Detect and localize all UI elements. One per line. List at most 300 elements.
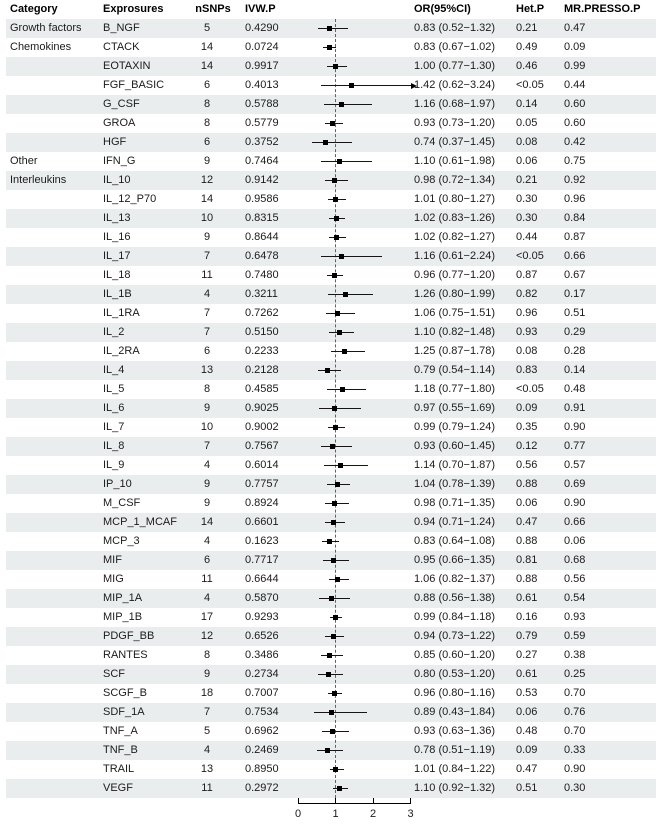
cell-nsnps: 7 [203,250,211,262]
header-ivw-p: IVW.P [245,3,276,15]
cell-nsnps: 17 [200,611,214,623]
cell-nsnps: 12 [200,630,214,642]
table-row-FGF_BASIC [0,76,656,95]
table-row-IL_4 [0,361,656,380]
cell-exposure: IL_18 [103,269,131,281]
cell-exposure: MIF [103,554,122,566]
cell-ivw-p: 0.7534 [245,706,279,718]
table-row-IL_1RA [0,304,656,323]
cell-ivw-p: 0.1623 [245,535,279,547]
cell-het-p: 0.06 [516,155,538,167]
cell-exposure: IL_2 [103,326,125,338]
table-row-MCP_1_MCAF [0,513,656,532]
cell-mr-presso-p: 0.48 [564,383,586,395]
cell-mr-presso-p: 0.93 [564,611,586,623]
cell-nsnps: 13 [200,364,214,376]
cell-exposure: IL_13 [103,212,131,224]
cell-category: Chemokines [10,41,72,53]
table-row-IL_1B [0,285,656,304]
cell-het-p: 0.82 [516,288,538,300]
cell-het-p: 0.53 [516,687,538,699]
cell-het-p: 0.30 [516,193,538,205]
cell-nsnps: 10 [200,421,214,433]
cell-nsnps: 8 [203,117,211,129]
cell-mr-presso-p: 0.66 [564,516,586,528]
cell-nsnps: 14 [200,193,214,205]
cell-or-95ci: 1.04 (0.78−1.39) [414,478,496,490]
cell-mr-presso-p: 0.96 [564,193,586,205]
table-row-IL_13 [0,209,656,228]
table-row-M_CSF [0,494,656,513]
cell-or-95ci: 1.01 (0.80−1.27) [414,193,496,205]
cell-ivw-p: 0.6014 [245,459,279,471]
cell-ivw-p: 0.7567 [245,440,279,452]
table-row-IL_2 [0,323,656,342]
cell-ivw-p: 0.6962 [245,725,279,737]
cell-exposure: IP_10 [103,478,132,490]
cell-exposure: GROA [103,117,136,129]
cell-nsnps: 4 [203,535,211,547]
cell-or-95ci: 1.25 (0.87−1.78) [414,345,496,357]
cell-ivw-p: 0.4585 [245,383,279,395]
cell-mr-presso-p: 0.90 [564,421,586,433]
cell-het-p: <0.05 [516,383,544,395]
cell-het-p: <0.05 [516,250,544,262]
cell-exposure: MIG [103,573,124,585]
cell-exposure: MIP_1A [103,592,143,604]
table-row-IL_17 [0,247,656,266]
cell-mr-presso-p: 0.30 [564,782,586,794]
cell-or-95ci: 1.06 (0.82−1.37) [414,573,496,585]
cell-or-95ci: 0.99 (0.84−1.18) [414,611,496,623]
cell-mr-presso-p: 0.59 [564,630,586,642]
cell-exposure: IL_12_P70 [103,193,157,205]
table-row-CTACK [0,38,656,57]
cell-mr-presso-p: 0.33 [564,744,586,756]
cell-het-p: 0.48 [516,725,538,737]
cell-mr-presso-p: 0.29 [564,326,586,338]
cell-exposure: IL_2RA [103,345,140,357]
table-row-IP_10 [0,475,656,494]
table-row-HGF [0,133,656,152]
cell-mr-presso-p: 0.47 [564,22,586,34]
cell-ivw-p: 0.9025 [245,402,279,414]
table-row-IL_7 [0,418,656,437]
cell-het-p: 0.27 [516,649,538,661]
cell-ivw-p: 0.8644 [245,231,279,243]
cell-or-95ci: 0.83 (0.64−1.08) [414,535,496,547]
cell-mr-presso-p: 0.28 [564,345,586,357]
table-row-IL_6 [0,399,656,418]
cell-or-95ci: 0.93 (0.60−1.45) [414,440,496,452]
cell-het-p: 0.81 [516,554,538,566]
cell-exposure: MCP_3 [103,535,140,547]
table-row-EOTAXIN [0,57,656,76]
cell-or-95ci: 1.16 (0.61−2.24) [414,250,496,262]
cell-exposure: G_CSF [103,98,140,110]
cell-nsnps: 7 [203,440,211,452]
cell-mr-presso-p: 0.54 [564,592,586,604]
cell-or-95ci: 1.10 (0.82−1.48) [414,326,496,338]
cell-ivw-p: 0.2972 [245,782,279,794]
cell-mr-presso-p: 0.68 [564,554,586,566]
cell-exposure: IL_10 [103,174,131,186]
cell-exposure: IL_9 [103,459,125,471]
table-row-SDF_1A [0,703,656,722]
cell-mr-presso-p: 0.99 [564,60,586,72]
cell-het-p: 0.88 [516,573,538,585]
cell-exposure: IL_16 [103,231,131,243]
table-row-SCF [0,665,656,684]
cell-or-95ci: 1.02 (0.83−1.26) [414,212,496,224]
x-axis-tick-label-1: 1 [332,808,339,820]
cell-mr-presso-p: 0.76 [564,706,586,718]
cell-or-95ci: 0.93 (0.73−1.20) [414,117,496,129]
cell-nsnps: 6 [203,345,211,357]
table-row-IL_18 [0,266,656,285]
cell-exposure: IL_4 [103,364,125,376]
cell-exposure: SCGF_B [103,687,148,699]
cell-or-95ci: 1.06 (0.75−1.51) [414,307,496,319]
cell-nsnps: 11 [201,573,213,585]
cell-or-95ci: 0.79 (0.54−1.14) [414,364,496,376]
cell-exposure: TNF_A [103,725,138,737]
cell-nsnps: 7 [203,326,211,338]
cell-mr-presso-p: 0.90 [564,763,586,775]
x-axis-tick-2 [373,798,374,803]
cell-or-95ci: 0.85 (0.60−1.20) [414,649,496,661]
cell-nsnps: 6 [203,79,211,91]
cell-nsnps: 4 [203,459,211,471]
table-row-B_NGF [0,19,656,38]
cell-nsnps: 9 [203,402,211,414]
cell-het-p: 0.08 [516,136,538,148]
table-row-IL_9 [0,456,656,475]
cell-ivw-p: 0.4290 [245,22,279,34]
x-axis-tick-label-0: 0 [294,808,302,820]
cell-nsnps: 8 [203,98,211,110]
cell-mr-presso-p: 0.60 [564,117,586,129]
cell-exposure: B_NGF [103,22,140,34]
table-row-GROA [0,114,656,133]
cell-het-p: 0.05 [516,117,538,129]
cell-mr-presso-p: 0.06 [564,535,586,547]
cell-ivw-p: 0.3752 [245,136,279,148]
cell-mr-presso-p: 0.17 [564,288,586,300]
cell-mr-presso-p: 0.66 [564,250,586,262]
cell-ivw-p: 0.3211 [245,288,278,300]
cell-exposure: CTACK [103,41,140,53]
cell-or-95ci: 0.74 (0.37−1.45) [414,136,496,148]
cell-or-95ci: 0.96 (0.80−1.16) [414,687,496,699]
cell-mr-presso-p: 0.75 [564,155,586,167]
cell-exposure: IL_5 [103,383,125,395]
cell-het-p: 0.87 [516,269,538,281]
table-row-MIP_1A [0,589,656,608]
cell-exposure: IL_1B [103,288,132,300]
cell-het-p: 0.46 [516,60,538,72]
cell-het-p: 0.35 [516,421,538,433]
cell-mr-presso-p: 0.38 [564,649,586,661]
cell-mr-presso-p: 0.57 [564,459,586,471]
cell-nsnps: 7 [203,706,211,718]
cell-nsnps: 8 [203,649,211,661]
cell-or-95ci: 1.01 (0.84−1.22) [414,763,496,775]
cell-het-p: 0.44 [516,231,538,243]
cell-ivw-p: 0.8315 [245,212,279,224]
table-row-MIF [0,551,656,570]
cell-or-95ci: 0.80 (0.53−1.20) [414,668,496,680]
cell-mr-presso-p: 0.92 [564,174,586,186]
cell-nsnps: 14 [200,60,214,72]
cell-or-95ci: 0.93 (0.63−1.36) [414,725,496,737]
cell-nsnps: 9 [203,668,211,680]
cell-or-95ci: 0.88 (0.56−1.38) [414,592,496,604]
cell-or-95ci: 1.42 (0.62−3.24) [414,79,496,91]
cell-nsnps: 12 [200,174,214,186]
cell-het-p: 0.49 [516,41,538,53]
cell-ivw-p: 0.2128 [245,364,279,376]
cell-or-95ci: 0.83 (0.52−1.32) [414,22,496,34]
table-row-RANTES [0,646,656,665]
cell-het-p: 0.83 [516,364,538,376]
table-row-IFN_G [0,152,656,171]
cell-mr-presso-p: 0.44 [564,79,586,91]
cell-ivw-p: 0.7007 [245,687,279,699]
cell-nsnps: 5 [203,725,211,737]
cell-ivw-p: 0.9002 [245,421,279,433]
cell-nsnps: 5 [203,22,211,34]
cell-exposure: TNF_B [103,744,138,756]
cell-nsnps: 14 [200,516,214,528]
cell-nsnps: 9 [203,497,211,509]
cell-nsnps: 18 [200,687,214,699]
cell-het-p: 0.51 [516,782,538,794]
cell-or-95ci: 0.89 (0.43−1.84) [414,706,496,718]
cell-exposure: IL_6 [103,402,125,414]
cell-het-p: 0.88 [516,535,538,547]
cell-or-95ci: 1.10 (0.92−1.32) [414,782,496,794]
cell-exposure: TRAIL [103,763,135,775]
cell-het-p: 0.88 [516,478,538,490]
cell-het-p: 0.61 [516,592,538,604]
cell-mr-presso-p: 0.56 [564,573,586,585]
cell-category: Growth factors [10,22,82,34]
cell-exposure: SCF [103,668,125,680]
cell-or-95ci: 0.98 (0.72−1.34) [414,174,496,186]
table-row-IL_10 [0,171,656,190]
cell-ivw-p: 0.2233 [245,345,279,357]
cell-or-95ci: 1.10 (0.61−1.98) [414,155,496,167]
cell-het-p: 0.21 [516,174,538,186]
table-row-TNF_A [0,722,656,741]
x-axis-tick-1 [335,798,336,803]
table-row-G_CSF [0,95,656,114]
cell-het-p: 0.21 [516,22,538,34]
cell-mr-presso-p: 0.77 [564,440,586,452]
cell-exposure: MIP_1B [103,611,143,623]
cell-ivw-p: 0.4013 [245,79,279,91]
cell-nsnps: 8 [203,383,211,395]
cell-or-95ci: 0.97 (0.55−1.69) [414,402,496,414]
cell-nsnps: 14 [200,41,214,53]
cell-category: Other [10,155,38,167]
cell-het-p: 0.47 [516,763,538,775]
cell-nsnps: 9 [203,231,211,243]
table-row-VEGF [0,779,656,798]
cell-exposure: VEGF [103,782,133,794]
cell-nsnps: 13 [200,763,214,775]
table-row-TNF_B [0,741,656,760]
cell-exposure: IL_7 [103,421,125,433]
cell-exposure: M_CSF [103,497,141,509]
cell-exposure: HGF [103,136,127,148]
cell-ivw-p: 0.9917 [245,60,279,72]
cell-mr-presso-p: 0.60 [564,98,586,110]
cell-ivw-p: 0.7464 [245,155,279,167]
cell-or-95ci: 1.18 (0.77−1.80) [414,383,496,395]
cell-exposure: EOTAXIN [103,60,151,72]
cell-het-p: 0.96 [516,307,538,319]
cell-mr-presso-p: 0.51 [564,307,586,319]
cell-het-p: 0.93 [516,326,538,338]
cell-het-p: 0.47 [516,516,538,528]
cell-mr-presso-p: 0.87 [564,231,586,243]
cell-mr-presso-p: 0.25 [564,668,586,680]
table-row-SCGF_B [0,684,656,703]
cell-het-p: 0.16 [516,611,538,623]
x-axis-tick-label-2: 2 [369,808,377,820]
cell-exposure: MCP_1_MCAF [103,516,177,528]
cell-ivw-p: 0.6526 [245,630,279,642]
cell-nsnps: 6 [203,554,211,566]
cell-ivw-p: 0.7757 [245,478,279,490]
cell-nsnps: 4 [203,592,211,604]
table-header-row [0,0,656,19]
cell-nsnps: 7 [203,307,211,319]
cell-het-p: 0.06 [516,706,538,718]
cell-ivw-p: 0.7480 [245,269,279,281]
cell-nsnps: 10 [200,212,214,224]
cell-mr-presso-p: 0.91 [564,402,586,414]
cell-or-95ci: 1.14 (0.70−1.87) [414,459,496,471]
cell-exposure: SDF_1A [103,706,145,718]
header-or-95ci: OR(95%CI) [414,3,471,15]
cell-het-p: 0.08 [516,345,538,357]
table-row-MCP_3 [0,532,656,551]
cell-ivw-p: 0.7262 [245,307,279,319]
cell-nsnps: 4 [203,744,211,756]
cell-exposure: RANTES [103,649,148,661]
cell-ivw-p: 0.2469 [245,744,279,756]
cell-nsnps: 4 [203,288,211,300]
cell-ivw-p: 0.6478 [245,250,279,262]
cell-het-p: 0.61 [516,668,538,680]
cell-ivw-p: 0.6644 [245,573,279,585]
cell-or-95ci: 0.95 (0.66−1.35) [414,554,496,566]
cell-exposure: FGF_BASIC [103,79,165,91]
x-axis-tick-0 [298,798,299,803]
cell-het-p: <0.05 [516,79,544,91]
table-row-IL_2RA [0,342,656,361]
table-row-IL_5 [0,380,656,399]
cell-or-95ci: 0.94 (0.71−1.24) [414,516,496,528]
cell-ivw-p: 0.8950 [245,763,279,775]
cell-mr-presso-p: 0.09 [564,41,586,53]
cell-ivw-p: 0.9142 [245,174,279,186]
cell-or-95ci: 0.96 (0.77−1.20) [414,269,496,281]
cell-ivw-p: 0.9293 [245,611,279,623]
cell-mr-presso-p: 0.67 [564,269,586,281]
cell-mr-presso-p: 0.70 [564,687,586,699]
cell-exposure: IL_8 [103,440,125,452]
x-axis-line [298,803,411,804]
cell-exposure: IL_1RA [103,307,140,319]
cell-or-95ci: 0.83 (0.67−1.02) [414,41,496,53]
cell-or-95ci: 0.94 (0.73−1.22) [414,630,496,642]
table-row-TRAIL [0,760,656,779]
cell-or-95ci: 0.78 (0.51−1.19) [414,744,496,756]
cell-or-95ci: 1.26 (0.80−1.99) [414,288,496,300]
x-axis-tick-3 [410,798,411,803]
cell-het-p: 0.14 [516,98,538,110]
cell-or-95ci: 1.00 (0.77−1.30) [414,60,496,72]
table-row-MIP_1B [0,608,656,627]
cell-or-95ci: 0.99 (0.79−1.24) [414,421,496,433]
header-nsnps: nSNPs [195,3,231,15]
cell-nsnps: 9 [203,478,211,490]
table-row-IL_16 [0,228,656,247]
table-row-IL_8 [0,437,656,456]
cell-ivw-p: 0.5870 [245,592,279,604]
cell-het-p: 0.06 [516,497,538,509]
cell-ivw-p: 0.9586 [245,193,279,205]
cell-nsnps: 11 [201,269,213,281]
cell-ivw-p: 0.7717 [245,554,279,566]
cell-het-p: 0.79 [516,630,538,642]
table-row-PDGF_BB [0,627,656,646]
cell-or-95ci: 1.16 (0.68−1.97) [414,98,496,110]
cell-het-p: 0.12 [516,440,538,452]
cell-nsnps: 9 [203,155,211,167]
cell-het-p: 0.09 [516,744,538,756]
cell-het-p: 0.30 [516,212,538,224]
header-category: Category [10,3,58,15]
cell-exposure: PDGF_BB [103,630,155,642]
x-axis-tick-label-3: 3 [407,808,414,820]
cell-mr-presso-p: 0.69 [564,478,586,490]
table-row-IL_12_P70 [0,190,656,209]
cell-category: Interleukins [10,174,67,186]
cell-ivw-p: 0.8924 [245,497,279,509]
cell-ivw-p: 0.2734 [245,668,279,680]
cell-nsnps: 11 [201,782,213,794]
header-mr-presso-p: MR.PRESSO.P [564,3,641,15]
cell-or-95ci: 0.98 (0.71−1.35) [414,497,496,509]
cell-ivw-p: 0.5779 [245,117,279,129]
cell-mr-presso-p: 0.70 [564,725,586,737]
header-exposures: Exprosures [103,3,164,15]
cell-exposure: IL_17 [103,250,131,262]
cell-mr-presso-p: 0.84 [564,212,586,224]
cell-ivw-p: 0.5788 [245,98,279,110]
cell-mr-presso-p: 0.14 [564,364,586,376]
cell-ivw-p: 0.0724 [245,41,279,53]
cell-ivw-p: 0.5150 [245,326,279,338]
cell-het-p: 0.09 [516,402,538,414]
cell-het-p: 0.56 [516,459,538,471]
header-het-p: Het.P [516,3,545,15]
